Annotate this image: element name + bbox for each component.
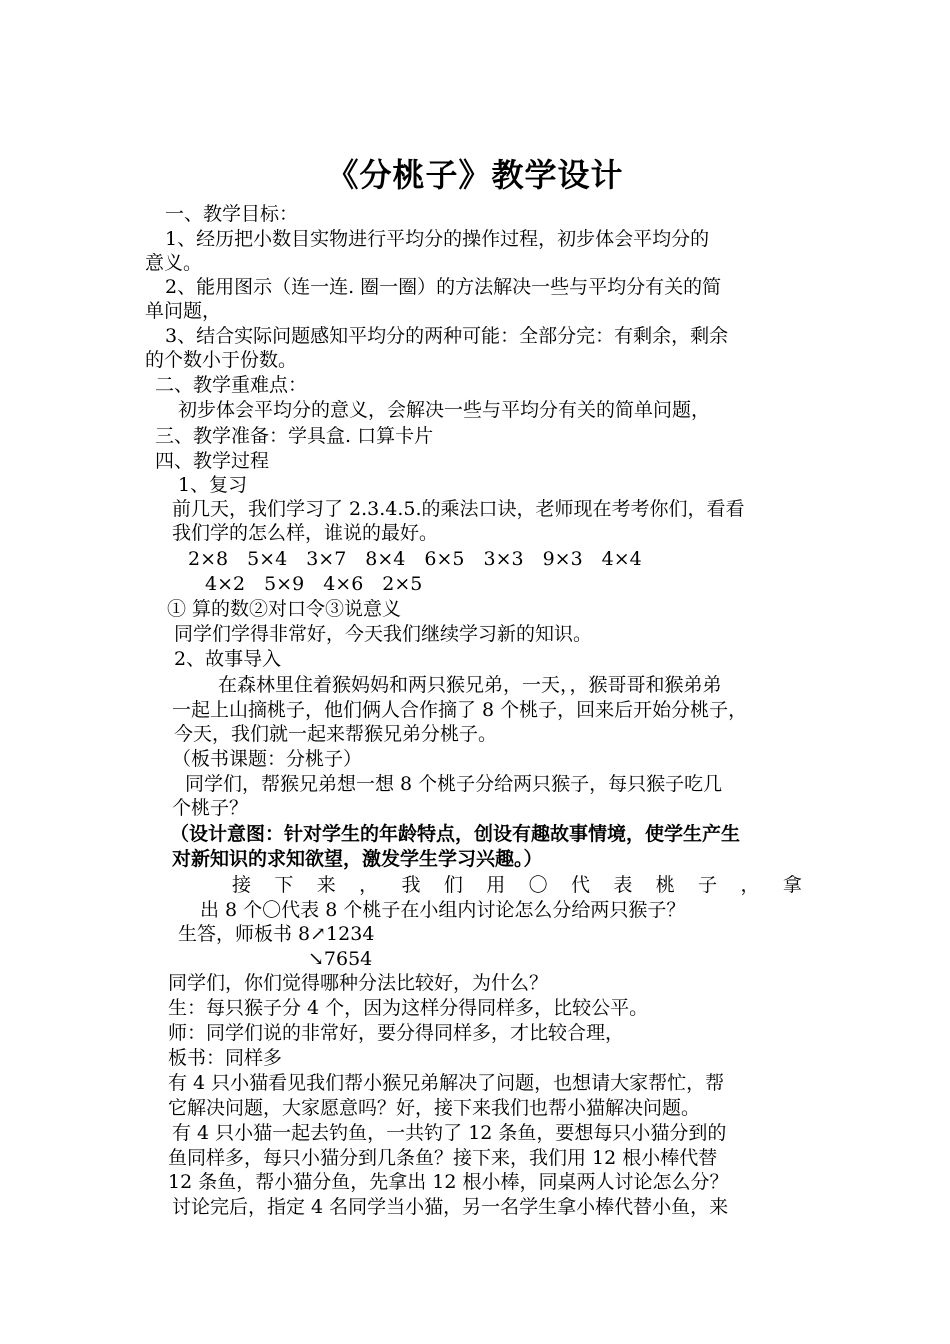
cats-intro-cont: 它解决问题，大家愿意吗？好，接下来我们也帮小猫解决问题。 [168,1097,701,1119]
cats-problem: 有 4 只小猫一起去钓鱼，一共钓了 12 条鱼，要想每只小猫分到的 [172,1122,727,1144]
instruction-cont: 出 8 个〇代表 8 个桃子在小组内讨论怎么分给两只猴子？ [200,899,686,921]
cats-problem-cont-2: 12 条鱼，帮小猫分鱼，先拿出 12 根小棒，同桌两人讨论怎么分？ [168,1171,729,1193]
spaced-char: 〇 [528,874,548,896]
key-points-text: 初步体会平均分的意义，会解决一些与平均分有关的简单问题， [178,399,711,421]
teacher-response: 师：同学们说的非常好，要分得同样多，才比较合理， [168,1022,625,1044]
student-answer-board: 生答，师板书 8↗1234 [178,923,375,945]
subheading-story: 2、故事导入 [174,648,282,670]
section-heading-process: 四、教学过程 [155,450,270,472]
spaced-char: 们 [443,874,463,896]
objective-3: 3、结合实际问题感知平均分的两种可能：全部分完：有剩余，剩余 [165,325,729,347]
spaced-instruction-line [232,873,802,897]
board-split-line: ↘7654 [308,948,373,970]
story-text: 在森林里住着猴妈妈和两只猴兄弟，一天，，猴哥哥和猴弟弟 [218,674,722,696]
spaced-char: 桃 [655,874,675,896]
objective-2-cont: 单问题， [145,300,222,322]
spaced-char: 代 [571,874,591,896]
spaced-char: ， [740,874,760,896]
spaced-char: 接 [232,874,252,896]
review-text-cont: 我们学的怎么样，谁说的最好。 [172,522,439,544]
review-activities: ① 算的数②对口令③说意义 [167,598,402,620]
story-text-cont-1: 一起上山摘桃子，他们俩人合作摘了 8 个桃子，回来后开始分桃子， [172,699,748,721]
spaced-char: 拿 [782,874,802,896]
spaced-char: 表 [613,874,633,896]
spaced-char: 来 [316,874,336,896]
transition-text: 同学们学得非常好，今天我们继续学习新的知识。 [174,623,593,645]
question-text-cont: 个桃子？ [172,797,249,819]
section-heading-objectives: 一、教学目标： [165,203,299,225]
design-intent: （设计意图：针对学生的年龄特点，创设有趣故事情境，使学生产生 [170,823,741,845]
cats-problem-cont-1: 鱼同样多，每只小猫分到几条鱼？接下来，我们用 12 根小棒代替 [168,1147,718,1169]
review-text: 前几天，我们学习了 2.3.4.5.的乘法口诀，老师现在考考你们，看看 [172,498,745,520]
cats-activity: 讨论完后，指定 4 名同学当小猫，另一名学生拿小棒代替小鱼，来 [172,1196,729,1218]
spaced-char: ， [359,874,379,896]
design-intent-cont: 对新知识的求知欲望，激发学生学习兴趣。） [172,848,543,870]
board-title-note: （板书课题：分桃子） [172,748,363,770]
objective-1-cont: 意义。 [145,252,203,274]
objective-1: 1、经历把小数目实物进行平均分的操作过程，初步体会平均分的 [165,228,710,250]
subheading-review: 1、复习 [178,474,248,496]
objective-3-cont: 的个数小于份数。 [145,349,298,371]
cats-intro: 有 4 只小猫看见我们帮小猴兄弟解决了问题，也想请大家帮忙，帮 [168,1072,725,1094]
student-response: 生：每只猴子分 4 个，因为这样分得同样多，比较公平。 [168,997,649,1019]
objective-2: 2、能用图示（连一连. 圈一圈）的方法解决一些与平均分有关的简 [165,276,722,298]
section-heading-preparation: 三、教学准备：学具盒. 口算卡片 [155,425,434,447]
spaced-char: 用 [486,874,506,896]
spaced-char: 下 [274,874,294,896]
story-text-cont-2: 今天，我们就一起来帮猴兄弟分桃子。 [174,723,498,745]
spaced-char: 我 [401,874,421,896]
document-title: 《分桃子》教学设计 [326,156,624,194]
spaced-char: 子 [698,874,718,896]
discussion-question: 同学们，你们觉得哪种分法比较好，为什么？ [168,972,549,994]
multiplication-row-1: 2×8 5×4 3×7 8×4 6×5 3×3 9×3 4×4 [188,548,642,570]
question-text: 同学们，帮猴兄弟想一想 8 个桃子分给两只猴子，每只猴子吃几 [185,773,723,795]
board-note-same: 板书：同样多 [168,1047,283,1069]
section-heading-key-points: 二、教学重难点： [155,374,308,396]
multiplication-row-2: 4×2 5×9 4×6 2×5 [205,573,423,595]
